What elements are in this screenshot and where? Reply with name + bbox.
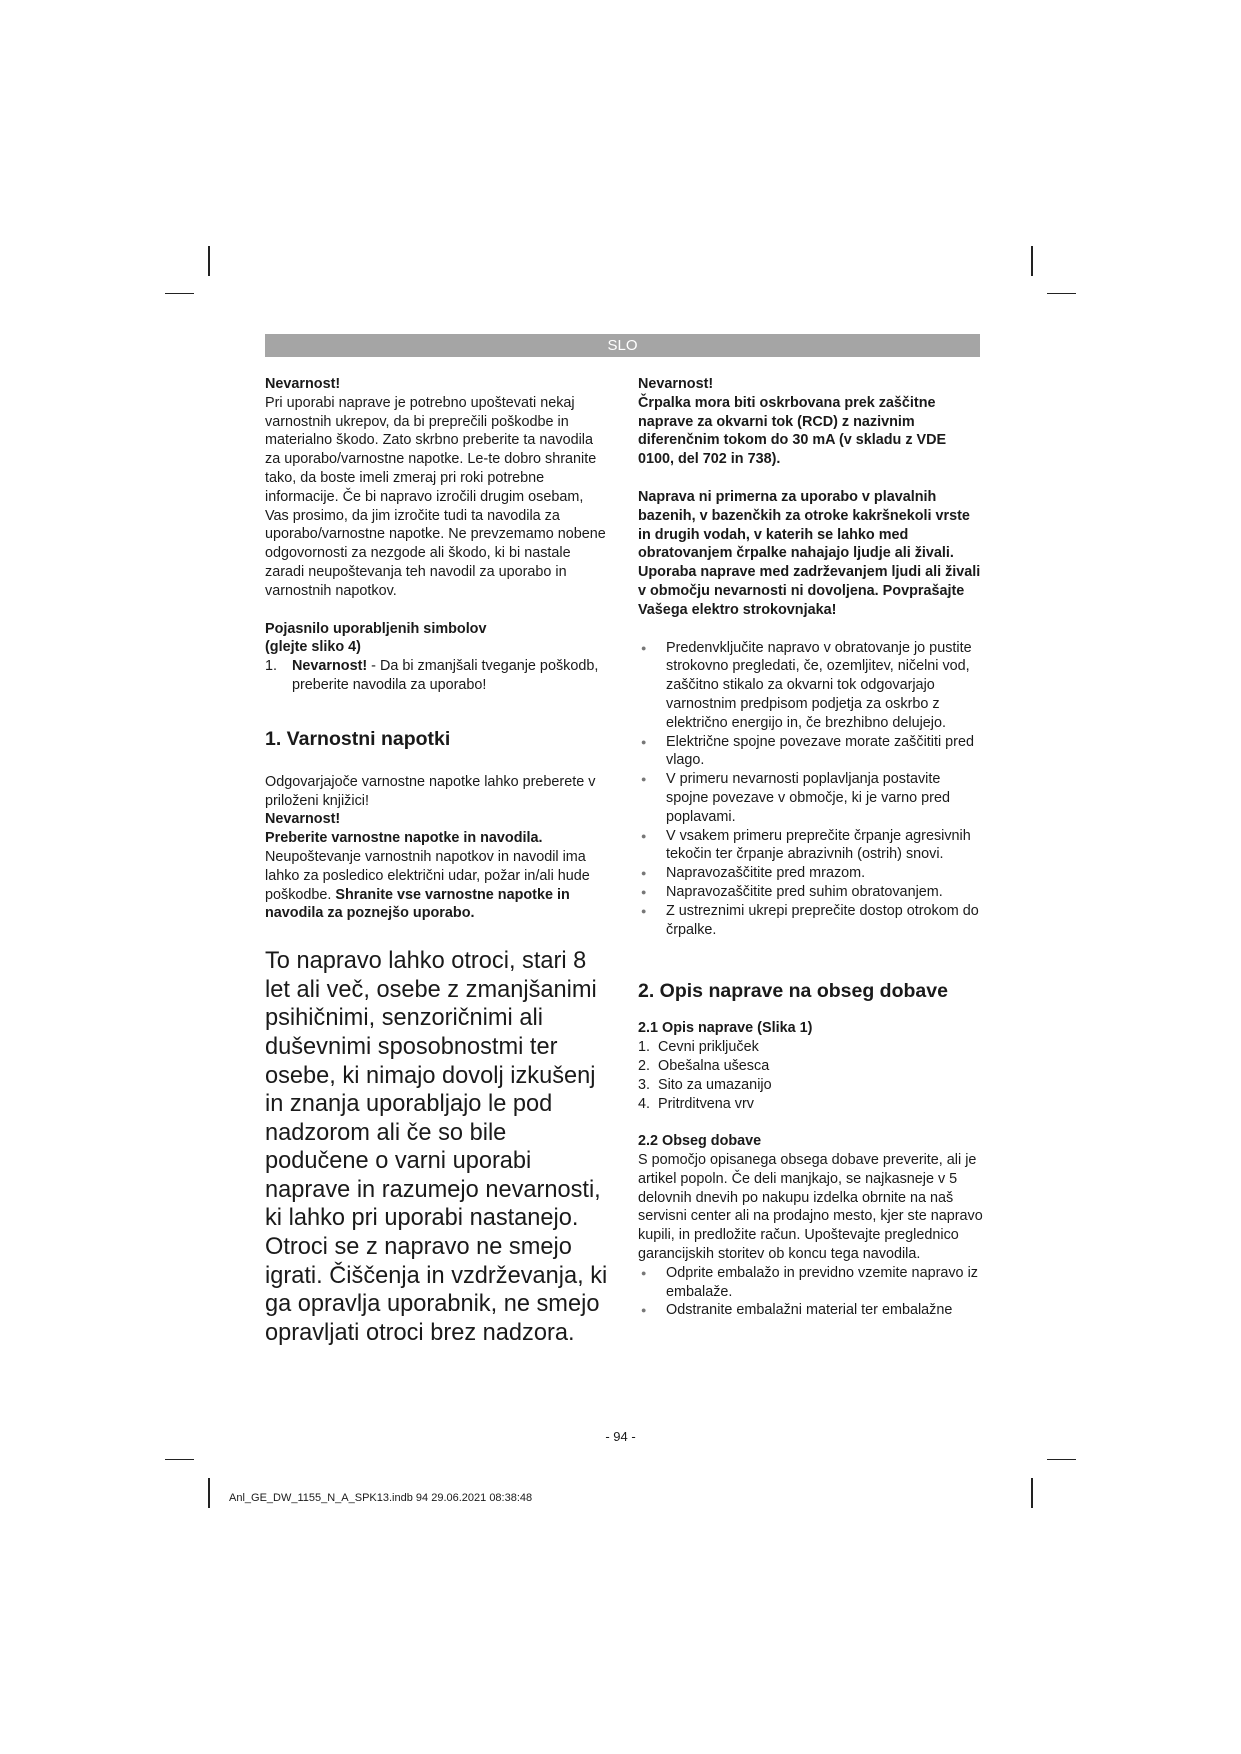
item-bold: Nevarnost!: [292, 658, 368, 675]
right-column: [638, 375, 983, 1320]
delivery-text: S pomočjo opisanega obsega dobave preverite, ali je artikel popoln. Če deli manjkajo, se najkasneje v 5 delovnih dnevih po nakupu izdelka obrnite na naš servisni center ali na prodajno mesto, kjer ste napravo kupili, in predložite račun. Upoštevajte preglednico garancijskih storitev ob koncu tega navodila.: [638, 1152, 983, 1263]
crop-mark: [1031, 246, 1033, 276]
section-1-heading: 1. Varnostni napotki: [265, 727, 451, 750]
list-item: ● Z ustreznimi ukrepi preprečite dostop otrokom do črpalke.: [638, 902, 983, 940]
crop-mark: [1031, 1478, 1033, 1508]
list-item: [265, 657, 610, 695]
list-item: [638, 1057, 983, 1076]
item-label: Sito za umazanijo: [658, 1076, 772, 1093]
list-item: ● Električne spojne povezave morate zaščititi pred vlago.: [638, 733, 983, 771]
list-item: [638, 1095, 983, 1114]
left-column: [265, 375, 610, 1347]
item-label: Pritrditvena vrv: [658, 1095, 754, 1112]
item-number: 4.: [638, 1095, 651, 1112]
item-text: - Da bi zmanjšali tveganje poškodb, preberite navodila za uporabo!: [292, 658, 599, 693]
symbols-subtitle: (glejte sliko 4): [265, 639, 361, 656]
list-item: [638, 1038, 983, 1057]
list-item: ● Napravozaščitite pred mrazom.: [638, 864, 983, 883]
list-item: ● Odprite embalažo in previdno vzemite napravo iz embalaže.: [638, 1264, 983, 1302]
section-2-1-heading: 2.1 Opis naprave (Slika 1): [638, 1020, 813, 1037]
item-number: 2.: [638, 1057, 651, 1074]
print-footer: Anl_GE_DW_1155_N_A_SPK13.indb 94 29.06.2021 08:38:48: [229, 1492, 533, 1504]
language-header: SLO: [265, 334, 980, 357]
intro-text: Pri uporabi naprave je potrebno upoštevati nekaj varnostnih ukrepov, da bi preprečili poškodbe in materialno škodo. Zato skrbno preberite ta navodila za uporabo/varnostne napotke. Le-te dobro shranite tako, da boste imeli zmeraj pri roki potrebne informacije. Če bi napravo izročili drugim osebam, Vas prosimo, da jim izročite tudi ta navodila za uporabo/varnostne napotke. Ne prevzemamo nobene odgovornosti za nezgode ali škodo, ki bi nastale zaradi neupoštevanja teh navodil za uporabo in varnostnih napotkov.: [265, 394, 606, 599]
section-1-bold: Preberite varnostne napotke in navodila.: [265, 830, 543, 847]
list-item: ● Predenvključite napravo v obratovanje jo pustite strokovno pregledati, če, ozemljitev, ničelni vod, zaščitno stikalo za okvarni tok odgovarjajo varnostnim predpisom podjetja za oskrbo z električno energijo in, če brezhibno delujejo.: [638, 639, 983, 733]
page-number: - 94 -: [605, 1429, 636, 1444]
list-item: ● Odstranite embalažni material ter embalažne: [638, 1301, 983, 1320]
section-2-heading: 2. Opis naprave na obseg dobave: [638, 980, 948, 1003]
pool-warning: Naprava ni primerna za uporabo v plavalnih bazenih, v bazenčkih za otroke kakršnekoli vrste in drugih vodah, v katerih se lahko med obratovanjem črpalke nahajajo ljudje ali živali. Uporaba naprave med zadrževanjem ljudi ali živali v območju nevarnosti ni dovoljena. Povprašajte Vašega elektro strokovnjaka!: [638, 488, 981, 618]
crop-mark: [208, 246, 210, 276]
list-item: ● V primeru nevarnosti poplavljanja postavite spojne povezave v območje, ki je varno pred poplavami.: [638, 770, 983, 826]
crop-mark: [208, 1478, 210, 1508]
section-1-text: Odgovarjajoče varnostne napotke lahko preberete v priloženi knjižici!: [265, 773, 596, 809]
symbols-title: Pojasnilo uporabljenih simbolov: [265, 620, 487, 637]
item-label: Obešalna ušesca: [658, 1057, 770, 1074]
section-1-text2: Neupoštevanje varnostnih napotkov in navodil ima lahko za posledico električni udar, požar in/ali hude poškodbe.: [265, 848, 590, 903]
crop-mark: [1047, 1459, 1076, 1460]
section-2-2-heading: 2.2 Obseg dobave: [638, 1133, 762, 1150]
section-1-paragraph: [265, 848, 610, 923]
list-item: ● Napravozaščitite pred suhim obratovanjem.: [638, 883, 983, 902]
item-number: 3.: [638, 1076, 651, 1093]
crop-mark: [165, 1459, 194, 1460]
parts-list: [638, 1038, 983, 1113]
crop-mark: [165, 293, 194, 294]
item-label: Cevni priključek: [658, 1039, 759, 1056]
warning-title: Nevarnost!: [265, 376, 341, 392]
item-number: 1.: [265, 658, 278, 675]
children-warning-large: To napravo lahko otroci, stari 8 let ali več, osebe z zmanjšanimi psihičnimi, senzoričnimi ali duševnimi sposobnostmi ter osebe, ki nimajo dovolj izkušenj in znanja uporabljajo le pod nadzorom ali če so bile podučene o varni uporabi naprave in razumejo nevarnosti, ki lahko pri uporabi nastanejo. Otroci se z napravo ne smejo igrati. Čiščenja in vzdrževanja, ki ga opravlja uporabnik, ne smejo opravljati otroci brez nadzora.: [265, 948, 608, 1346]
symbols-list: [265, 657, 610, 695]
section-1-bold2: Shranite vse varnostne napotke in navodila za poznejšo uporabo.: [265, 886, 570, 922]
delivery-bullets: [638, 1264, 983, 1320]
item-number: 1.: [638, 1039, 651, 1056]
list-item: [638, 1076, 983, 1095]
safety-bullets: [638, 639, 983, 940]
rcd-warning: Črpalka mora biti oskrbovana prek zaščitne naprave za okvarni tok (RCD) z nazivnim diferenčnim tokom do 30 mA (v skladu z VDE 0100, del 702 in 738).: [638, 394, 947, 468]
warning-title: Nevarnost!: [638, 376, 714, 392]
crop-mark: [1047, 293, 1076, 294]
list-item: ● V vsakem primeru preprečite črpanje agresivnih tekočin ter črpanje abrazivnih (ostrih) snovi.: [638, 827, 983, 865]
section-1-warning: Nevarnost!: [265, 811, 341, 828]
